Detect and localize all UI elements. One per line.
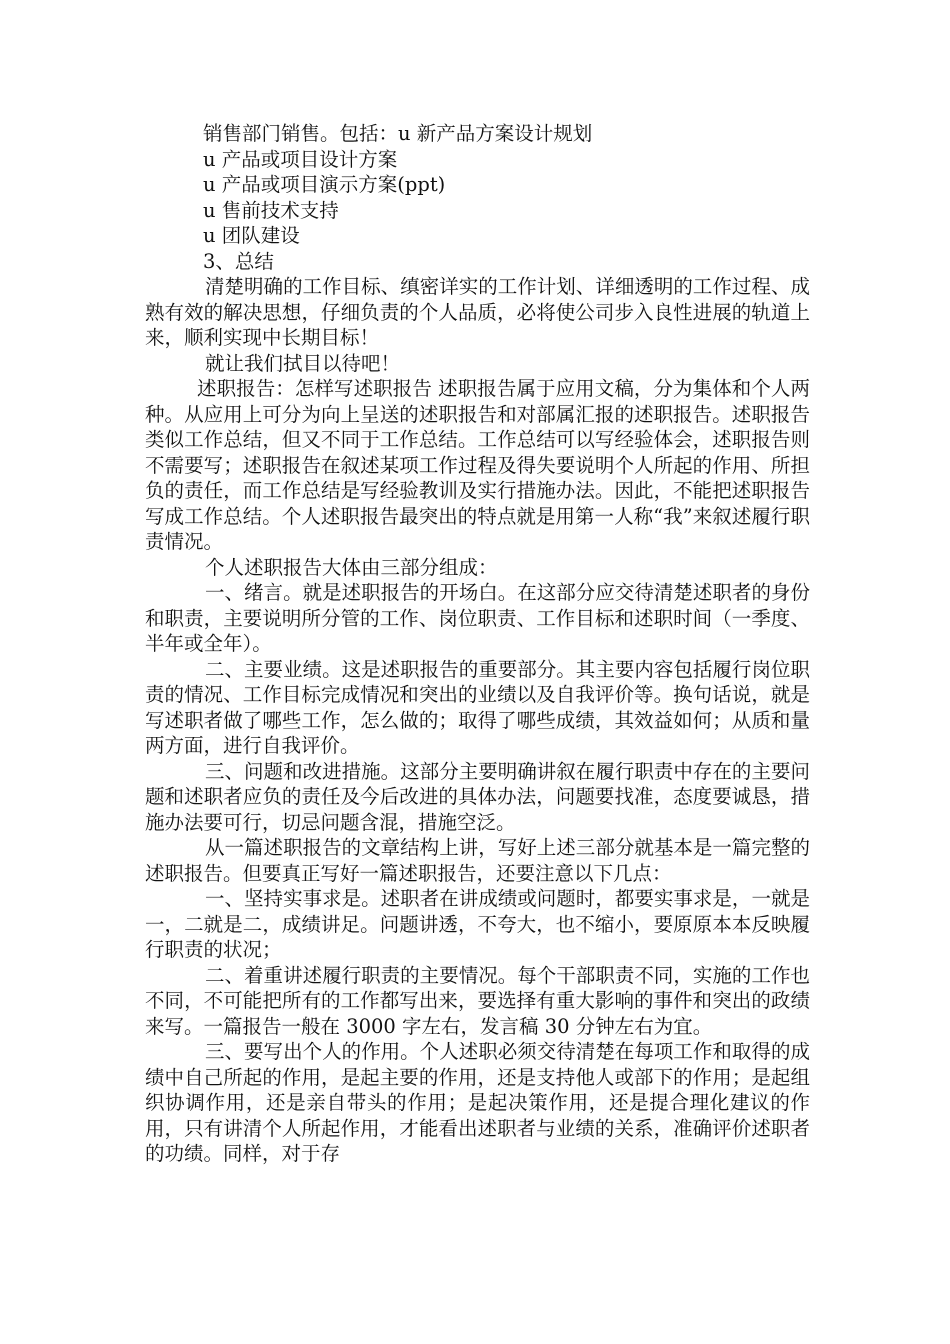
paragraph: 就让我们拭目以待吧！ xyxy=(205,351,401,375)
list-item: u 团队建设 xyxy=(203,224,300,247)
paragraph: 二、主要业绩。这是述职报告的重要部分。其主要内容包括履行岗位职责的情况、工作目标完成情况和突出的业绩以及自我评价等。换句话说，就是写述职者做了哪些工作，怎么做的；取得了哪些成绩，其效益如何；从质和量两方面，进行自我评价。 xyxy=(145,657,810,757)
paragraph: 从一篇述职报告的文章结构上讲，写好上述三部分就基本是一篇完整的述职报告。但要真正写好一篇述职报告，还要注意以下几点： xyxy=(145,836,810,885)
paragraph: 个人述职报告大体由三部分组成： xyxy=(205,555,498,579)
list-item: u 售前技术支持 xyxy=(203,198,339,222)
paragraph: 述职报告：怎样写述职报告 述职报告属于应用文稿，分为集体和个人两种。从应用上可分为向上呈送的述职报告和对部属汇报的述职报告。述职报告类似工作总结，但又不同于工作总结。工作总结可以写经验体会，述职报告则不需要写；述职报告在叙述某项工作过程及得失要说明个人所起的作用、所担负的责任，而工作总结是写经验教训及实行措施办法。因此，不能把述职报告写成工作总结。个人述职报告最突出的特点就是用第一人称“我”来叙述履行职责情况。 xyxy=(145,377,810,553)
paragraph: 一、绪言。就是述职报告的开场白。在这部分应交待清楚述职者的身份和职责，主要说明所分管的工作、岗位职责、工作目标和述职时间（一季度、半年或全年）。 xyxy=(145,581,810,655)
paragraph: 二、着重讲述履行职责的主要情况。每个干部职责不同，实施的工作也不同，不可能把所有的工作都写出来，要选择有重大影响的事件和突出的政绩来写。一篇报告一般在 3000 字左右，发言稿 30 分钟左右为宜。 xyxy=(145,963,810,1038)
paragraph: 清楚明确的工作目标、缜密详实的工作计划、详细透明的工作过程、成熟有效的解决思想，仔细负责的个人品质，必将使公司步入良性进展的轨道上来，顺利实现中长期目标！ xyxy=(145,275,810,349)
list-item: u 产品或项目设计方案 xyxy=(203,147,398,171)
paragraph: 三、要写出个人的作用。个人述职必须交待清楚在每项工作和取得的成绩中自己所起的作用，是起主要的作用，还是支持他人或部下的作用；是起组织协调作用，还是亲自带头的作用；是起决策作用，还是提合理化建议的作用，只有讲清个人所起作用，才能看出述职者与业绩的关系，准确评价述职者的功绩。同样，对于存 xyxy=(145,1040,810,1165)
list-item: 销售部门销售。包括：u 新产品方案设计规划 xyxy=(203,122,593,145)
paragraph: 一、坚持实事求是。述职者在讲成绩或问题时，都要实事求是，一就是一，二就是二，成绩讲足。问题讲透，不夸大，也不缩小，要原原本本反映履行职责的状况； xyxy=(145,887,810,961)
list-item: u 产品或项目演示方案(ppt) xyxy=(203,173,446,196)
section-heading: 3、总结 xyxy=(203,249,274,273)
document-body xyxy=(145,121,810,1167)
paragraph: 三、问题和改进措施。这部分主要明确讲叙在履行职责中存在的主要问题和述职者应负的责任及今后改进的具体办法，问题要找准，态度要诚恳，措施办法要可行，切忌问题含混，措施空泛。 xyxy=(145,759,810,834)
